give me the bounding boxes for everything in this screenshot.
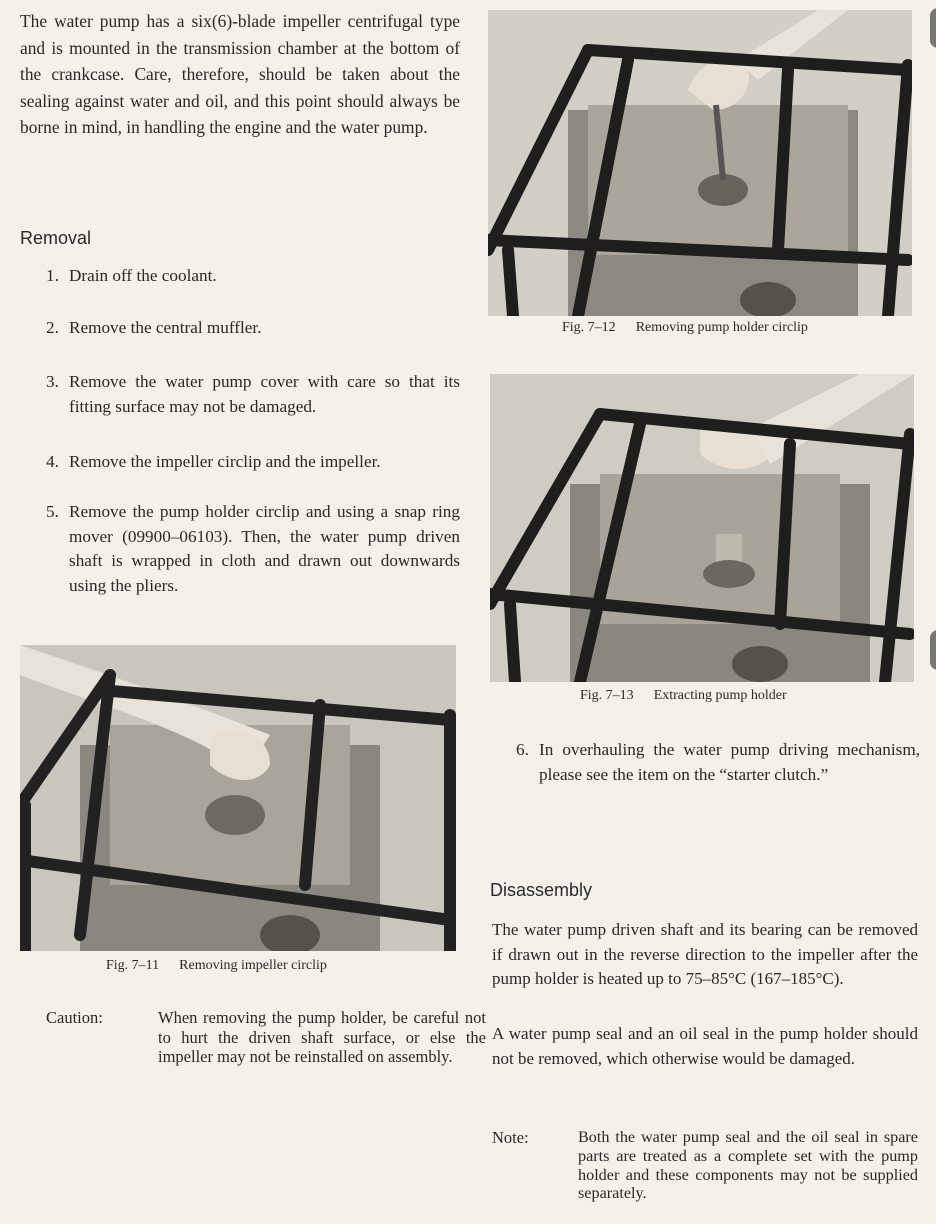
figure-number: Fig. 7–13	[580, 688, 634, 703]
step-text: Remove the impeller circlip and the impeller.	[69, 452, 381, 471]
step-number: 1.	[46, 266, 59, 285]
caution-label: Caution:	[46, 1008, 103, 1027]
fig-7-13-photo	[490, 374, 914, 682]
step-text: Remove the water pump cover with care so that its fitting surface may not be damaged.	[69, 372, 460, 416]
note-label: Note:	[492, 1128, 529, 1147]
step-number: 4.	[46, 452, 59, 471]
figure-title: Removing pump holder circlip	[635, 320, 808, 335]
removal-step-3	[46, 370, 460, 419]
disassembly-paragraph-1: The water pump driven shaft and its bearing can be removed if drawn out in the reverse direction to the impeller after the pump holder is heated up to 75–85°C (167–185°C).	[492, 920, 918, 988]
figure-title: Extracting pump holder	[653, 688, 787, 703]
page-edge-tab	[930, 630, 936, 670]
step-number: 6.	[516, 740, 529, 759]
step-text: In overhauling the water pump driving mechanism, please see the item on the “starter clutch.”	[539, 740, 920, 784]
removal-step-1	[46, 264, 460, 289]
step-number: 5.	[46, 502, 59, 521]
left-column	[20, 8, 460, 141]
fig-7-11-caption	[106, 958, 327, 974]
caution-text: When removing the pump holder, be careful not to hurt the driven shaft surface, or else the impeller may not be reinstalled on assembly.	[158, 1008, 486, 1066]
step-text: Remove the pump holder circlip and using a snap ring mover (09900–06103). Then, the water pump driven shaft is wrapped in cloth and drawn out downwards using the pliers.	[69, 502, 460, 595]
page-edge-tab	[930, 8, 936, 48]
fig-7-12-photo	[488, 10, 912, 316]
removal-heading: Removal	[20, 228, 92, 248]
figure-number: Fig. 7–11	[106, 958, 160, 973]
disassembly-heading: Disassembly	[490, 880, 593, 900]
disassembly-paragraph-2: A water pump seal and an oil seal in the pump holder should not be removed, which otherwise would be damaged.	[492, 1024, 918, 1068]
step-text: Remove the central muffler.	[69, 318, 262, 337]
intro-paragraph: The water pump has a six(6)-blade impeller centrifugal type and is mounted in the transmission chamber at the bottom of the crankcase. Care, therefore, should be taken about the sealing against water and oil, and this point should always be borne in mind, in handling the engine and the water pump.	[20, 11, 460, 138]
removal-step-6	[516, 738, 920, 787]
removal-step-5	[46, 500, 460, 598]
step-number: 2.	[46, 318, 59, 337]
removal-step-4	[46, 450, 460, 475]
fig-7-13-caption	[580, 688, 787, 704]
fig-7-12-caption	[562, 320, 808, 336]
figure-title: Removing impeller circlip	[179, 958, 327, 973]
step-number: 3.	[46, 372, 59, 391]
step-text: Drain off the coolant.	[69, 266, 217, 285]
note-text: Both the water pump seal and the oil seal in spare parts are treated as a complete set with the pump holder and these components may not be supplied separately.	[578, 1128, 918, 1203]
figure-number: Fig. 7–12	[562, 320, 616, 335]
removal-step-2	[46, 316, 460, 341]
fig-7-11-photo	[20, 645, 456, 951]
